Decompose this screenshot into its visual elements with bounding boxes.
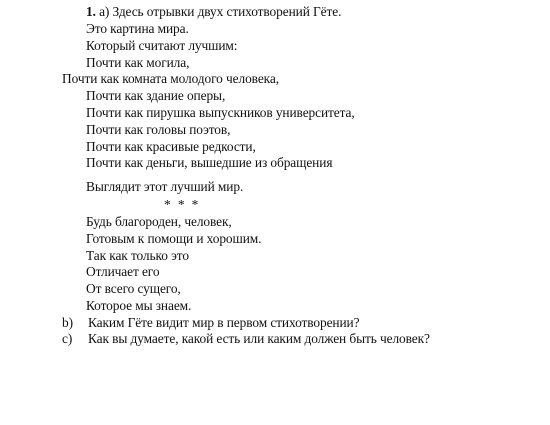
question-label: b): [62, 315, 73, 330]
task-header: [86, 3, 341, 20]
poem-1-line: Выглядит этот лучший мир.: [86, 179, 244, 194]
poem-1-line: Почти как комната молодого человека,: [62, 71, 279, 86]
poem-2-line: Так как только это: [86, 248, 189, 263]
poem-1-line: Почти как здание оперы,: [86, 88, 226, 103]
poem-2-line: Готовым к помощи и хорошим.: [86, 231, 262, 246]
part-a-label: a): [99, 4, 110, 19]
task-intro: Здесь отрывки двух стихотворений Гёте.: [112, 4, 342, 19]
task-number: 1.: [86, 4, 96, 19]
poem-1-line: Почти как красивые редкости,: [86, 139, 256, 154]
poem-1-line: Который считают лучшим:: [86, 38, 238, 53]
poem-2-line: Которое мы знаем.: [86, 298, 192, 313]
poem-2-line: От всего сущего,: [86, 281, 181, 296]
poem-1-line: Почти как пирушка выпускников университета,: [86, 105, 355, 120]
stanza-separator: * * *: [164, 197, 199, 212]
question-text: Каким Гёте видит мир в первом стихотворении?: [88, 315, 360, 330]
question-b: [62, 314, 359, 331]
poem-1-line: Это картина мира.: [86, 21, 189, 36]
question-text: Как вы думаете, какой есть или каким должен быть человек?: [88, 331, 430, 346]
poem-2-line: Будь благороден, человек,: [86, 214, 232, 229]
poem-1-line: Почти как могила,: [86, 55, 190, 70]
poem-2-line: Отличает его: [86, 264, 160, 279]
poem-1-line: Почти как головы поэтов,: [86, 122, 231, 137]
poem-1-line: Почти как деньги, вышедшие из обращения: [86, 155, 333, 170]
question-label: c): [62, 331, 73, 346]
question-c: [62, 330, 430, 347]
